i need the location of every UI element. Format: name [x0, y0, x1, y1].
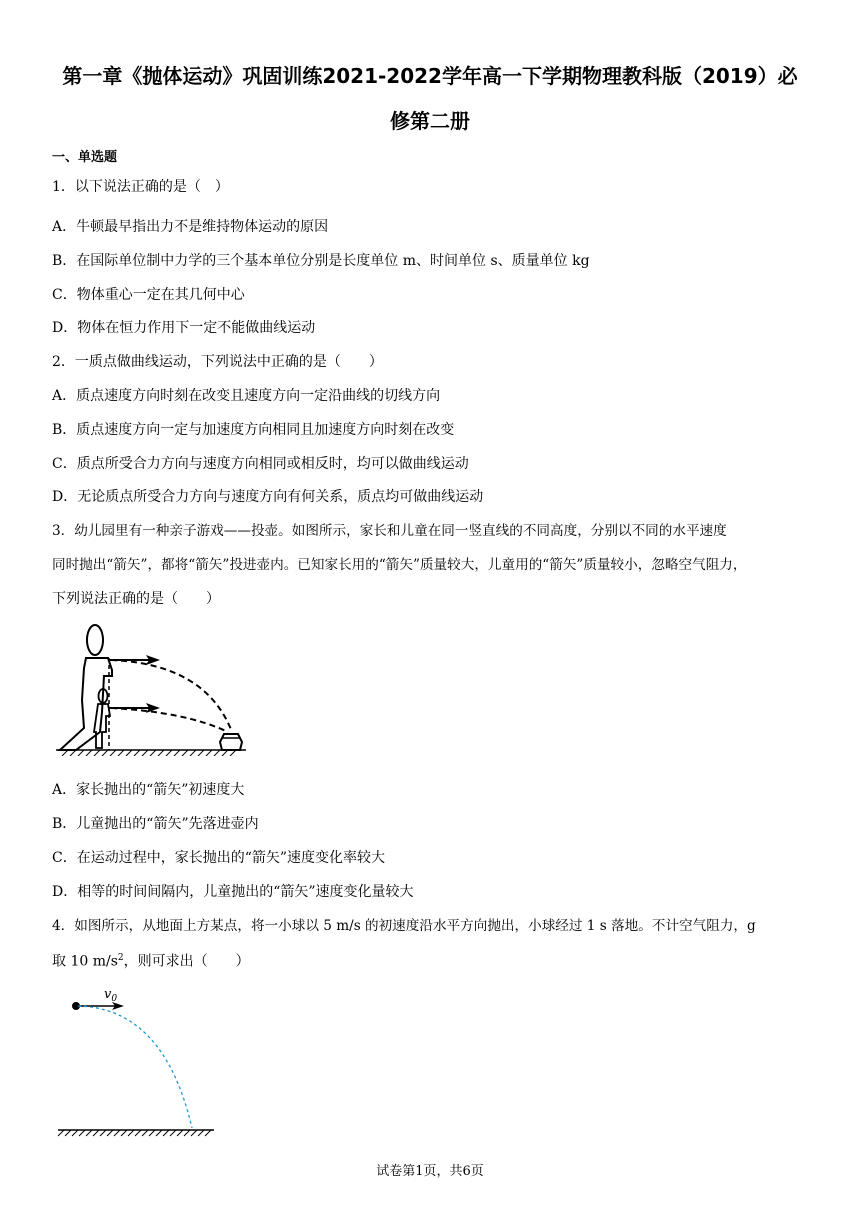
- q1-stem: 1．以下说法正确的是（ ）: [52, 179, 229, 195]
- q4-stem-line-1: 4．如图所示，从地面上方某点，将一小球以 5 m/s 的初速度沿水平方向抛出，小球经过 1 s 落地。不计空气阻力，g: [52, 918, 756, 934]
- section-heading: 一、单选题: [52, 150, 118, 165]
- q3-figure-pitch-pot: [56, 620, 266, 756]
- page-title-line-2: 修第二册: [390, 109, 470, 133]
- page-title-line-1: 第一章《抛体运动》巩固训练2021-2022学年高一下学期物理教科版（2019）必: [62, 64, 798, 88]
- q3-option-c: C．在运动过程中，家长抛出的“箭矢”速度变化率较大: [52, 850, 386, 866]
- q4-stem-line-2: 取 10 $m/s^2$，则可求出（ ）: [52, 953, 250, 970]
- q2-stem: 2．一质点做曲线运动，下列说法中正确的是（ ）: [52, 354, 383, 370]
- q1-option-c: C．物体重心一定在其几何中心: [52, 287, 245, 303]
- q3-stem-line-3: 下列说法正确的是（ ）: [52, 591, 220, 607]
- q2-option-d: D．无论质点所受合力方向与速度方向有何关系，质点均可做曲线运动: [52, 489, 484, 505]
- child-trajectory: [111, 708, 228, 732]
- q3-option-b: B．儿童抛出的“箭矢”先落进壶内: [52, 816, 259, 832]
- q2-option-c: C．质点所受合力方向与速度方向相同或相反时，均可以做曲线运动: [52, 456, 469, 472]
- q3-stem-line-2: 同时抛出“箭矢”，都将“箭矢”投进壶内。已知家长用的“箭矢”质量较大，儿童用的“箭矢”质量较小，忽略空气阻力，: [52, 557, 747, 573]
- q1-option-a: A．牛顿最早指出力不是维持物体运动的原因: [52, 219, 329, 235]
- adult-head: [87, 625, 103, 655]
- q1-option-b: B．在国际单位制中力学的三个基本单位分别是长度单位 m、时间单位 s、质量单位 kg: [52, 253, 590, 269]
- q1-option-d: D．物体在恒力作用下一定不能做曲线运动: [52, 320, 316, 336]
- q3-option-a: A．家长抛出的“箭矢”初速度大: [52, 782, 245, 798]
- ground-hatching: [62, 750, 236, 756]
- q3-stem-line-1: 3．幼儿园里有一种亲子游戏——投壶。如图所示，家长和儿童在同一竖直线的不同高度，分别以不同的水平速度: [52, 523, 727, 539]
- trajectory: [78, 1006, 192, 1128]
- page-footer: 试卷第1页，共6页: [376, 1164, 484, 1179]
- q2-option-a: A．质点速度方向时刻在改变且速度方向一定沿曲线的切线方向: [52, 388, 441, 404]
- v0-label: $v_0$: [104, 987, 118, 1004]
- q2-option-b: B．质点速度方向一定与加速度方向相同且加速度方向时刻在改变: [52, 422, 455, 438]
- pot: [220, 734, 242, 750]
- q3-option-d: D．相等的时间间隔内，儿童抛出的“箭矢”速度变化量较大: [52, 884, 414, 900]
- ground-hatching: [58, 1130, 211, 1136]
- q4-figure-projectile: [54, 984, 224, 1144]
- adult-trajectory: [111, 660, 232, 732]
